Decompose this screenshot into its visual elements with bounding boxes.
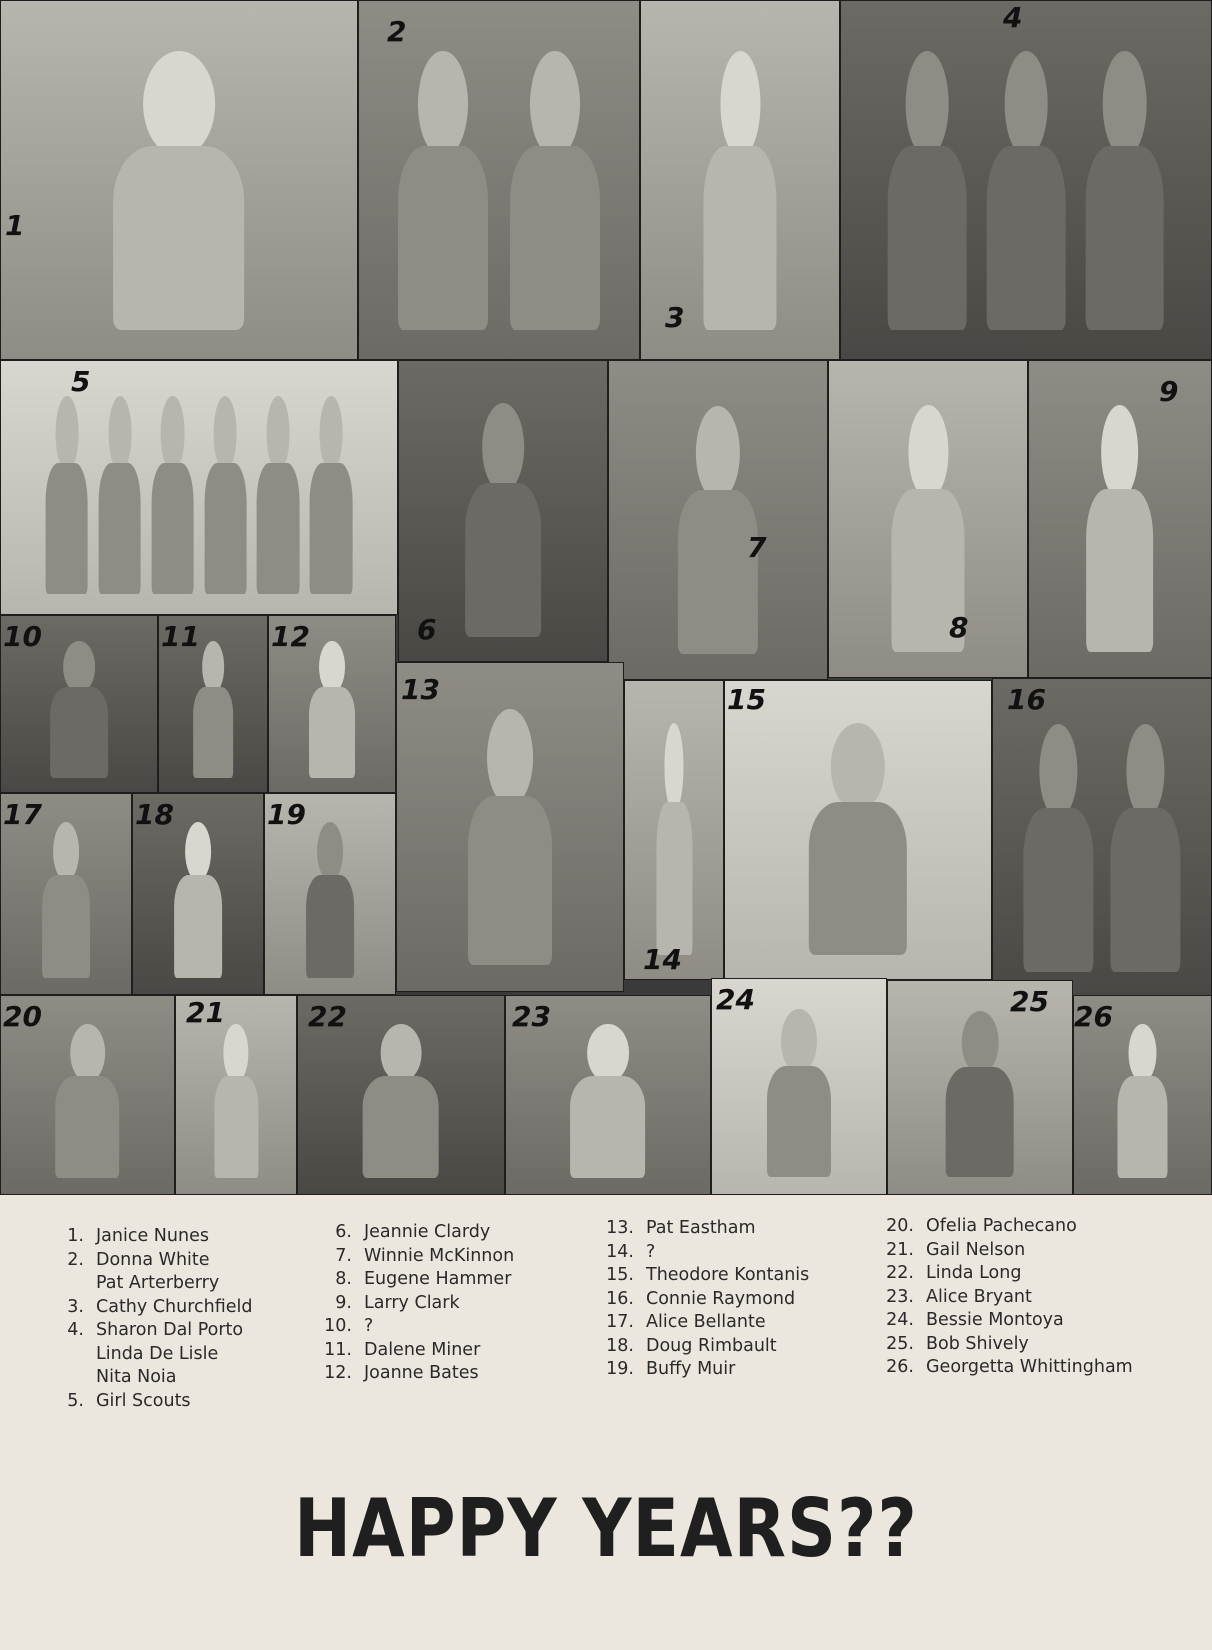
photo-number: 22 (308, 1000, 347, 1033)
caption-number: 19. (606, 1359, 634, 1379)
caption-column-2 (318, 1221, 514, 1386)
person-figure (651, 723, 696, 955)
caption-entry (318, 1268, 514, 1292)
caption-name: Bessie Montoya (926, 1310, 1064, 1330)
person-figure (146, 396, 199, 593)
person-figure (208, 1024, 263, 1178)
caption-number: 17. (606, 1312, 634, 1332)
caption-name: Janice Nunes (96, 1226, 209, 1246)
caption-column-3 (600, 1217, 809, 1382)
caption-name: Alice Bryant (926, 1286, 1032, 1307)
photo-3 (640, 0, 840, 360)
photo-19 (264, 793, 396, 995)
caption-name: Cathy Churchfield (96, 1296, 253, 1317)
caption-entry (880, 1215, 1133, 1239)
photo-12 (268, 615, 396, 793)
photo-13 (396, 662, 624, 992)
photo-11 (158, 615, 268, 793)
person-figure (36, 822, 96, 978)
caption-number: 1. (67, 1226, 84, 1246)
caption-name: ? (646, 1241, 656, 1262)
photo-number: 5 (71, 365, 91, 398)
caption-number: 13. (606, 1218, 634, 1238)
caption-name: Pat Arterberry (96, 1273, 220, 1293)
photo-number: 24 (716, 983, 755, 1016)
person-figure (1078, 405, 1162, 651)
caption-name: ? (364, 1316, 374, 1336)
photo-25 (887, 980, 1073, 1195)
person-figure (1111, 1024, 1174, 1178)
photo-16 (992, 678, 1212, 998)
caption-entry (600, 1358, 809, 1382)
photo-number: 9 (1159, 375, 1179, 408)
caption-entry (880, 1309, 1133, 1333)
caption-list (0, 1216, 1212, 1445)
caption-number: 16. (606, 1288, 634, 1309)
person-figure (188, 641, 238, 778)
caption-entry (318, 1245, 514, 1269)
caption-entry (50, 1390, 253, 1414)
caption-entry (880, 1239, 1133, 1263)
photo-6 (398, 360, 608, 662)
caption-entry (880, 1286, 1133, 1310)
person-figure (41, 396, 94, 593)
photo-23 (505, 995, 711, 1195)
photo-7 (608, 360, 828, 680)
caption-entry (318, 1315, 514, 1339)
caption-entry (880, 1262, 1133, 1286)
person-figure (1102, 724, 1189, 972)
photo-4 (840, 0, 1212, 360)
caption-name: Connie Raymond (646, 1288, 796, 1309)
person-figure (455, 403, 551, 637)
photo-22 (297, 995, 505, 1195)
photo-number: 20 (3, 1000, 42, 1033)
caption-number: 22. (886, 1263, 914, 1283)
person-figure (168, 822, 228, 978)
caption-name: Larry Clark (364, 1292, 460, 1313)
photo-20 (0, 995, 175, 1195)
person-figure (878, 51, 977, 330)
caption-number: 4. (67, 1320, 84, 1340)
caption-entry (318, 1362, 514, 1386)
caption-name: Sharon Dal Porto (96, 1320, 244, 1340)
caption-number: 23. (886, 1286, 914, 1307)
caption-number: 2. (67, 1249, 84, 1270)
photo-number: 11 (161, 620, 200, 653)
caption-name: Joanne Bates (364, 1363, 479, 1383)
caption-number: 25. (886, 1333, 914, 1354)
photo-number: 25 (1010, 985, 1049, 1018)
caption-number: 20. (886, 1216, 914, 1236)
caption-name: Dalene Miner (364, 1339, 481, 1360)
caption-name: Doug Rimbault (646, 1335, 777, 1356)
caption-entry (600, 1311, 809, 1335)
caption-name: Nita Noia (96, 1367, 177, 1387)
person-figure (561, 1024, 655, 1178)
person-figure (43, 641, 115, 778)
caption-entry (50, 1366, 253, 1390)
person-figure (1015, 724, 1102, 972)
caption-entry (50, 1272, 253, 1296)
caption-entry (318, 1339, 514, 1363)
photo-1 (0, 0, 358, 360)
caption-name: Linda De Lisle (96, 1343, 219, 1364)
caption-name: Jeannie Clardy (364, 1222, 491, 1242)
photo-26 (1073, 995, 1212, 1195)
caption-name: Gail Nelson (926, 1239, 1026, 1260)
caption-entry (318, 1221, 514, 1245)
caption-entry (50, 1319, 253, 1343)
caption-name: Bob Shively (926, 1333, 1029, 1354)
photo-number: 8 (949, 611, 969, 644)
page-title: HAPPY YEARS?? (294, 1482, 918, 1577)
person-figure (300, 822, 360, 978)
photo-number: 3 (665, 301, 685, 334)
photo-number: 15 (727, 683, 766, 716)
person-figure (387, 51, 499, 330)
photo-number: 2 (387, 15, 407, 48)
photo-number: 4 (1003, 1, 1023, 34)
caption-column-4 (880, 1215, 1133, 1380)
photo-18 (132, 793, 264, 995)
caption-entry (50, 1343, 253, 1367)
photo-21 (175, 995, 297, 1195)
person-figure (305, 396, 358, 593)
caption-name: Winnie McKinnon (364, 1245, 515, 1266)
person-figure (199, 396, 252, 593)
person-figure (499, 51, 611, 330)
caption-name: Eugene Hammer (364, 1269, 512, 1289)
photo-17 (0, 793, 132, 995)
photo-number: 10 (3, 620, 42, 653)
caption-name: Theodore Kontanis (646, 1265, 810, 1285)
person-figure (48, 1024, 128, 1178)
caption-number: 7. (335, 1245, 352, 1266)
photo-number: 12 (271, 620, 310, 653)
person-figure (797, 723, 919, 955)
caption-number: 6. (335, 1222, 352, 1242)
person-figure (303, 641, 361, 778)
caption-column-1 (50, 1225, 253, 1413)
caption-entry (600, 1217, 809, 1241)
caption-number: 9. (335, 1292, 352, 1313)
person-figure (1075, 51, 1174, 330)
person-figure (97, 51, 261, 330)
photo-number: 23 (512, 1000, 551, 1033)
photo-9 (1028, 360, 1212, 678)
caption-entry (600, 1264, 809, 1288)
caption-name: Alice Bellante (646, 1312, 766, 1332)
photo-10 (0, 615, 158, 793)
person-figure (759, 1009, 839, 1177)
caption-entry (600, 1288, 809, 1312)
caption-number: 15. (606, 1265, 634, 1285)
caption-entry (50, 1296, 253, 1320)
caption-number: 12. (324, 1363, 352, 1383)
photo-8 (828, 360, 1028, 678)
photo-number: 19 (267, 798, 306, 831)
person-figure (93, 396, 146, 593)
caption-entry (50, 1249, 253, 1273)
person-figure (252, 396, 305, 593)
caption-name: Linda Long (926, 1263, 1022, 1283)
person-figure (668, 406, 768, 654)
photo-number: 21 (186, 996, 225, 1029)
caption-entry (50, 1225, 253, 1249)
caption-number: 18. (606, 1335, 634, 1356)
caption-name: Girl Scouts (96, 1390, 191, 1411)
photo-number: 17 (3, 798, 42, 831)
photo-15 (724, 680, 992, 980)
caption-number: 24. (886, 1310, 914, 1330)
photo-number: 14 (643, 943, 682, 976)
caption-number: 26. (886, 1357, 914, 1377)
caption-entry (880, 1333, 1133, 1357)
caption-number: 8. (335, 1269, 352, 1289)
caption-name: Donna White (96, 1249, 210, 1270)
photo-14 (624, 680, 724, 980)
caption-number: 14. (606, 1241, 634, 1262)
photo-number: 7 (747, 531, 767, 564)
caption-number: 10. (324, 1316, 352, 1336)
person-figure (938, 1011, 1023, 1177)
caption-name: Ofelia Pachecano (926, 1216, 1077, 1236)
person-figure (354, 1024, 449, 1178)
caption-name: Pat Eastham (646, 1218, 756, 1238)
caption-name: Buffy Muir (646, 1359, 736, 1379)
person-figure (977, 51, 1076, 330)
photo-number: 1 (5, 209, 25, 242)
person-figure (458, 709, 562, 965)
photo-5 (0, 360, 398, 615)
photo-number: 18 (135, 798, 174, 831)
photo-2 (358, 0, 640, 360)
caption-entry (318, 1292, 514, 1316)
caption-number: 21. (886, 1239, 914, 1260)
caption-entry (880, 1356, 1133, 1380)
photo-number: 26 (1074, 1000, 1113, 1033)
caption-number: 5. (67, 1390, 84, 1411)
caption-number: 11. (324, 1339, 352, 1360)
photo-number: 6 (417, 613, 437, 646)
person-figure (694, 51, 785, 330)
caption-entry (600, 1241, 809, 1265)
caption-number: 3. (67, 1296, 84, 1317)
photo-number: 13 (401, 673, 440, 706)
photo-24 (711, 978, 887, 1195)
caption-entry (600, 1335, 809, 1359)
photo-number: 16 (1007, 683, 1046, 716)
caption-name: Georgetta Whittingham (926, 1357, 1133, 1377)
